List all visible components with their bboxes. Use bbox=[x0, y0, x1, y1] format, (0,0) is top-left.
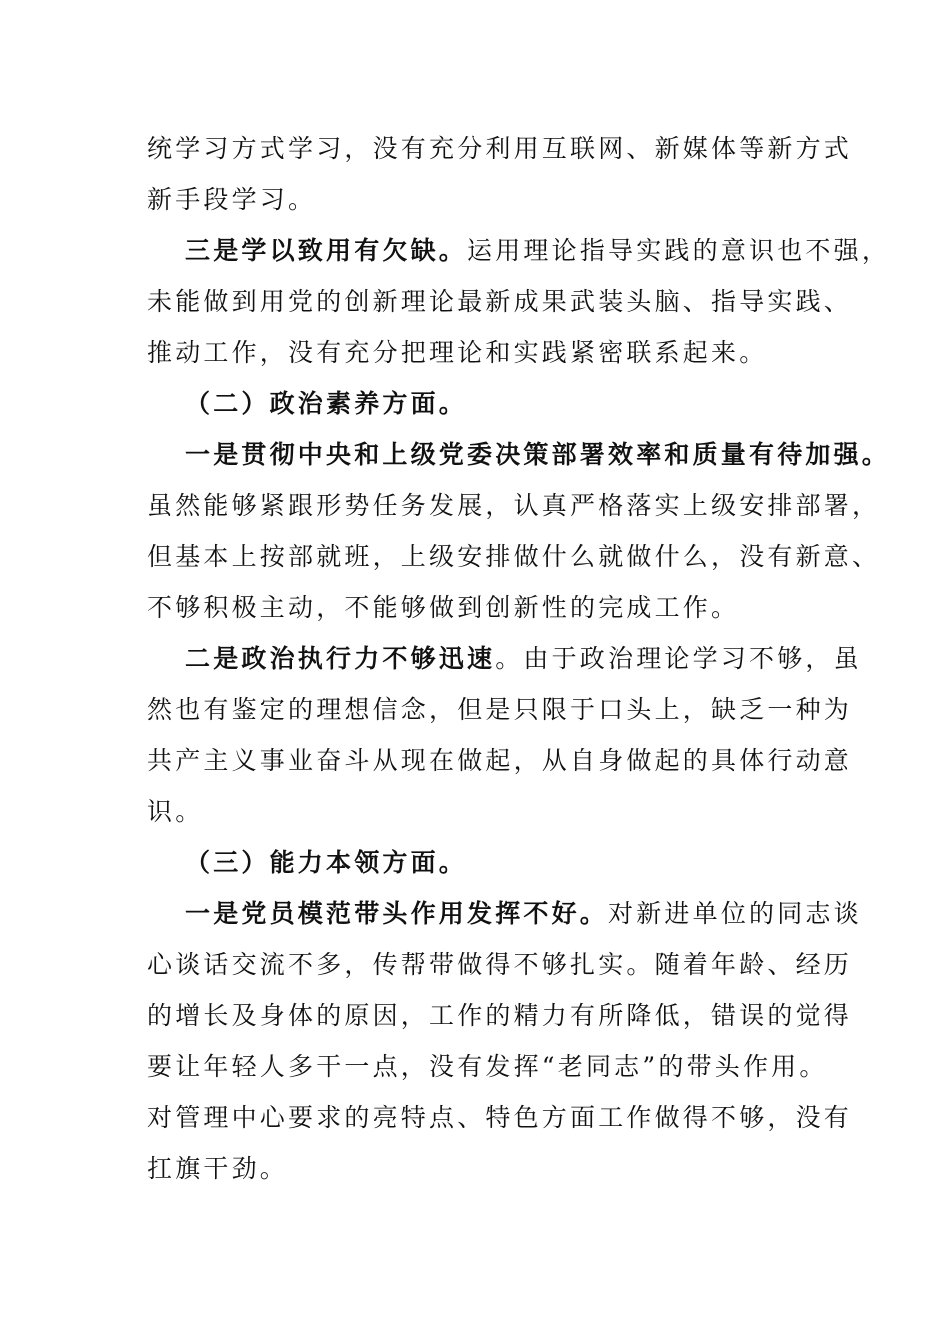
paragraph-lead-bold: 三是学以致用有欠缺。 bbox=[185, 236, 468, 265]
body-text-line: 识。 bbox=[147, 797, 204, 826]
paragraph-text: 。由于政治理论学习不够，虽 bbox=[495, 644, 862, 673]
body-text-line: 共产主义事业奋斗从现在做起，从自身做起的具体行动意 bbox=[147, 746, 853, 775]
body-text-line: 心谈话交流不多，传帮带做得不够扎实。随着年龄、经历 bbox=[147, 950, 853, 979]
paragraph-first-line bbox=[185, 440, 890, 470]
body-text-line: 的增长及身体的原因，工作的精力有所降低，错误的觉得 bbox=[147, 1001, 853, 1030]
body-text-line: 不够积极主动，不能够做到创新性的完成工作。 bbox=[147, 593, 740, 622]
paragraph-first-line bbox=[185, 644, 862, 674]
body-text-line: 未能做到用党的创新理论最新成果武装头脑、指导实践、 bbox=[147, 287, 853, 316]
body-text-line: 虽然能够紧跟形势任务发展，认真严格落实上级安排部署， bbox=[147, 491, 881, 520]
body-text-line: 推动工作，没有充分把理论和实践紧密联系起来。 bbox=[147, 338, 768, 367]
body-text-line: 但基本上按部就班，上级安排做什么就做什么，没有新意、 bbox=[147, 542, 881, 571]
paragraph-text: 对新进单位的同志谈 bbox=[608, 899, 862, 928]
body-text-line: 要让年轻人多干一点，没有发挥“老同志”的带头作用。 bbox=[147, 1052, 828, 1081]
paragraph-first-line bbox=[185, 899, 862, 929]
body-text-line: 扛旗干劲。 bbox=[147, 1154, 289, 1183]
paragraph-lead-bold: 一是党员模范带头作用发挥不好。 bbox=[185, 899, 609, 928]
body-text-line: 然也有鉴定的理想信念，但是只限于口头上，缺乏一种为 bbox=[147, 695, 853, 724]
section-heading: （二）政治素养方面。 bbox=[185, 389, 468, 418]
section-heading: （三）能力本领方面。 bbox=[185, 848, 468, 877]
paragraph-lead-bold: 二是政治执行力不够迅速 bbox=[185, 644, 496, 673]
body-text-line: 对管理中心要求的亮特点、特色方面工作做得不够，没有 bbox=[147, 1103, 853, 1132]
body-text-line: 统学习方式学习，没有充分利用互联网、新媒体等新方式 bbox=[147, 134, 853, 163]
paragraph-first-line bbox=[185, 236, 890, 266]
body-text-line: 新手段学习。 bbox=[147, 185, 317, 214]
paragraph-lead-bold: 一是贯彻中央和上级党委决策部署效率和质量有待加强。 bbox=[185, 440, 891, 469]
paragraph-text: 运用理论指导实践的意识也不强， bbox=[467, 236, 891, 265]
